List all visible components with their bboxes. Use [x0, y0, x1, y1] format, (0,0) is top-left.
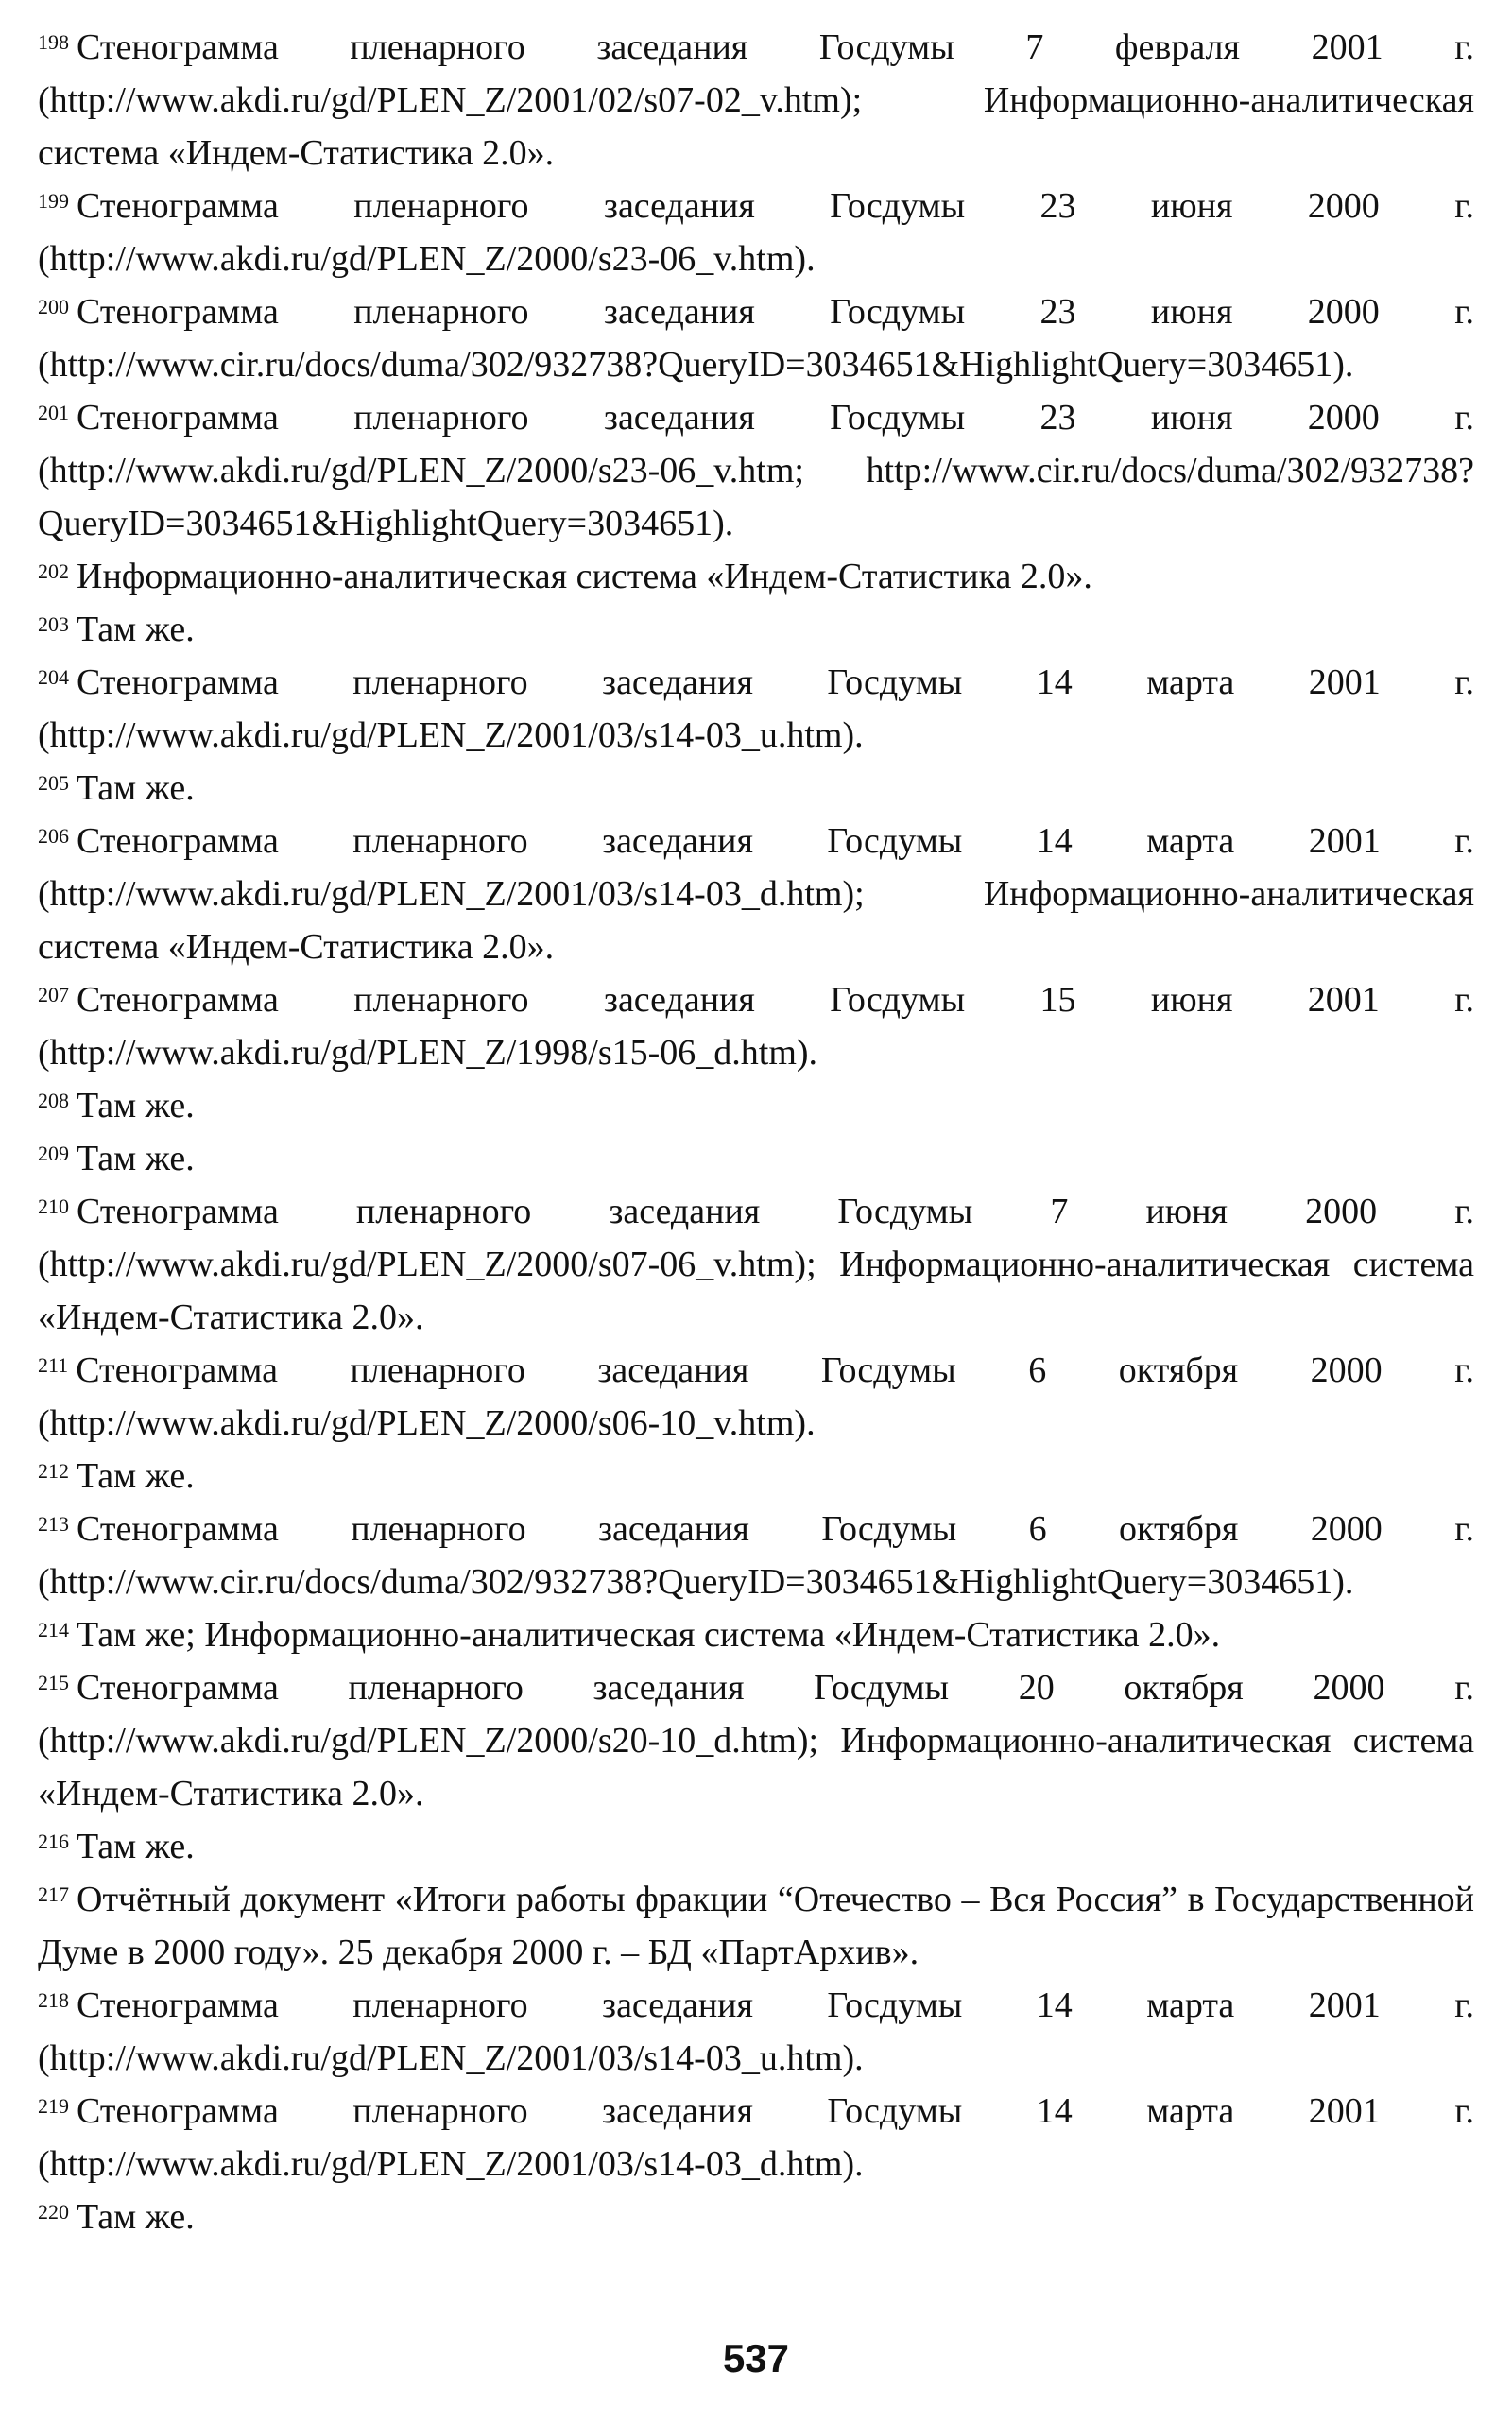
footnote: [38, 1873, 1474, 1979]
footnote-text: Там же.: [77, 768, 195, 808]
footnote: [38, 2191, 1474, 2243]
footnote-text: Стенограмма пленарного заседания Госдумы 14 марта 2001 г. (http://www.akdi.ru/gd/PLEN_Z/2001/03/s14-03_d.htm).: [38, 2091, 1474, 2184]
footnote-text: Там же.: [77, 1827, 195, 1866]
footnote-text: Стенограмма пленарного заседания Госдумы 23 июня 2000 г. (http://www.akdi.ru/gd/PLEN_Z/2000/s23-06_v.htm; http://www.cir.ru/docs/duma/302/932738?QueryID=3034651&HighlightQuery=3034651).: [38, 398, 1474, 543]
footnote-number: 200: [38, 295, 69, 319]
footnote-text: Стенограмма пленарного заседания Госдумы 20 октября 2000 г. (http://www.akdi.ru/gd/PLEN_Z/2000/s20-10_d.htm); Информационно-аналитическая система «Индем-Статистика 2.0».: [38, 1668, 1474, 1813]
footnote: [38, 2085, 1474, 2191]
footnote: [38, 1661, 1474, 1820]
footnote: [38, 762, 1474, 815]
footnote-text: Стенограмма пленарного заседания Госдумы 14 марта 2001 г. (http://www.akdi.ru/gd/PLEN_Z/2001/03/s14-03_d.htm); Информационно-аналитическая система «Индем-Статистика 2.0».: [38, 821, 1474, 967]
footnote-number: 206: [38, 824, 69, 849]
footnote-text: Там же.: [77, 1456, 195, 1496]
footnotes-list: [38, 21, 1474, 2243]
footnote: [38, 550, 1474, 603]
footnote-text: Там же.: [77, 610, 195, 649]
footnote-text: Информационно-аналитическая система «Индем-Статистика 2.0».: [77, 557, 1092, 596]
footnote-text: Стенограмма пленарного заседания Госдумы 6 октября 2000 г. (http://www.cir.ru/docs/duma/302/932738?QueryID=3034651&HighlightQuery=3034651).: [38, 1509, 1474, 1602]
page-number: 537: [722, 2336, 790, 2380]
footnote: [38, 1344, 1474, 1450]
footnote: [38, 21, 1474, 180]
footnote-number: 205: [38, 771, 69, 796]
footnote: [38, 656, 1474, 762]
footnote: [38, 391, 1474, 550]
footnote-number: 215: [38, 1671, 69, 1695]
footnote-text: Стенограмма пленарного заседания Госдумы 14 марта 2001 г. (http://www.akdi.ru/gd/PLEN_Z/2001/03/s14-03_u.htm).: [38, 1985, 1474, 2078]
footnote-number: 218: [38, 1988, 69, 2013]
footnote: [38, 1450, 1474, 1503]
footnote-text: Стенограмма пленарного заседания Госдумы 14 марта 2001 г. (http://www.akdi.ru/gd/PLEN_Z/2001/03/s14-03_u.htm).: [38, 662, 1474, 755]
footnote: [38, 1185, 1474, 1344]
footnote-text: Там же; Информационно-аналитическая система «Индем-Статистика 2.0».: [77, 1615, 1221, 1655]
footnote-number: 211: [38, 1353, 69, 1378]
footnote: [38, 1132, 1474, 1185]
footnote: [38, 603, 1474, 656]
footnote-number: 203: [38, 612, 69, 637]
footnote-number: 201: [38, 401, 69, 425]
footnote-number: 204: [38, 665, 69, 690]
footnote-number: 219: [38, 2094, 69, 2119]
footnote-text: Стенограмма пленарного заседания Госдумы 15 июня 2001 г. (http://www.akdi.ru/gd/PLEN_Z/1998/s15-06_d.htm).: [38, 980, 1474, 1073]
footnote: [38, 973, 1474, 1079]
footnote-number: 210: [38, 1194, 69, 1219]
footnote-number: 220: [38, 2200, 69, 2225]
footnote: [38, 815, 1474, 973]
footnote-number: 208: [38, 1089, 69, 1113]
footnote-number: 214: [38, 1618, 69, 1642]
footnote-text: Стенограмма пленарного заседания Госдумы 23 июня 2000 г. (http://www.cir.ru/docs/duma/302/932738?QueryID=3034651&HighlightQuery=3034651).: [38, 292, 1474, 385]
footnote-text: Стенограмма пленарного заседания Госдумы 23 июня 2000 г. (http://www.akdi.ru/gd/PLEN_Z/2000/s23-06_v.htm).: [38, 186, 1474, 279]
footnote-number: 198: [38, 30, 69, 55]
footnote-number: 217: [38, 1882, 69, 1907]
footnote-text: Там же.: [77, 1139, 195, 1178]
footnote-number: 207: [38, 983, 69, 1007]
footnote-number: 212: [38, 1459, 69, 1484]
footnote-text: Отчётный документ «Итоги работы фракции “Отечество – Вся Россия” в Государственной Думе в 2000 году». 25 декабря 2000 г. – БД «ПартАрхив».: [38, 1880, 1474, 1972]
footnote: [38, 1820, 1474, 1873]
footnote: [38, 1503, 1474, 1608]
footnote-text: Там же.: [77, 1086, 195, 1126]
footnote: [38, 1979, 1474, 2085]
footnote-text: Там же.: [77, 2197, 195, 2237]
footnote-number: 202: [38, 559, 69, 584]
footnote-text: Стенограмма пленарного заседания Госдумы 6 октября 2000 г. (http://www.akdi.ru/gd/PLEN_Z/2000/s06-10_v.htm).: [38, 1350, 1474, 1443]
footnote-number: 216: [38, 1830, 69, 1854]
footnote-number: 213: [38, 1512, 69, 1537]
footnote: [38, 285, 1474, 391]
footnote: [38, 1608, 1474, 1661]
footnote-number: 209: [38, 1142, 69, 1166]
footnote-text: Стенограмма пленарного заседания Госдумы 7 февраля 2001 г. (http://www.akdi.ru/gd/PLEN_Z/2001/02/s07-02_v.htm); Информационно-аналитическая система «Индем-Статистика 2.0».: [38, 27, 1474, 173]
footnote: [38, 1079, 1474, 1132]
footnote-number: 199: [38, 189, 69, 214]
footnote-text: Стенограмма пленарного заседания Госдумы 7 июня 2000 г. (http://www.akdi.ru/gd/PLEN_Z/2000/s07-06_v.htm); Информационно-аналитическая система «Индем-Статистика 2.0».: [38, 1192, 1474, 1337]
footnote: [38, 180, 1474, 285]
